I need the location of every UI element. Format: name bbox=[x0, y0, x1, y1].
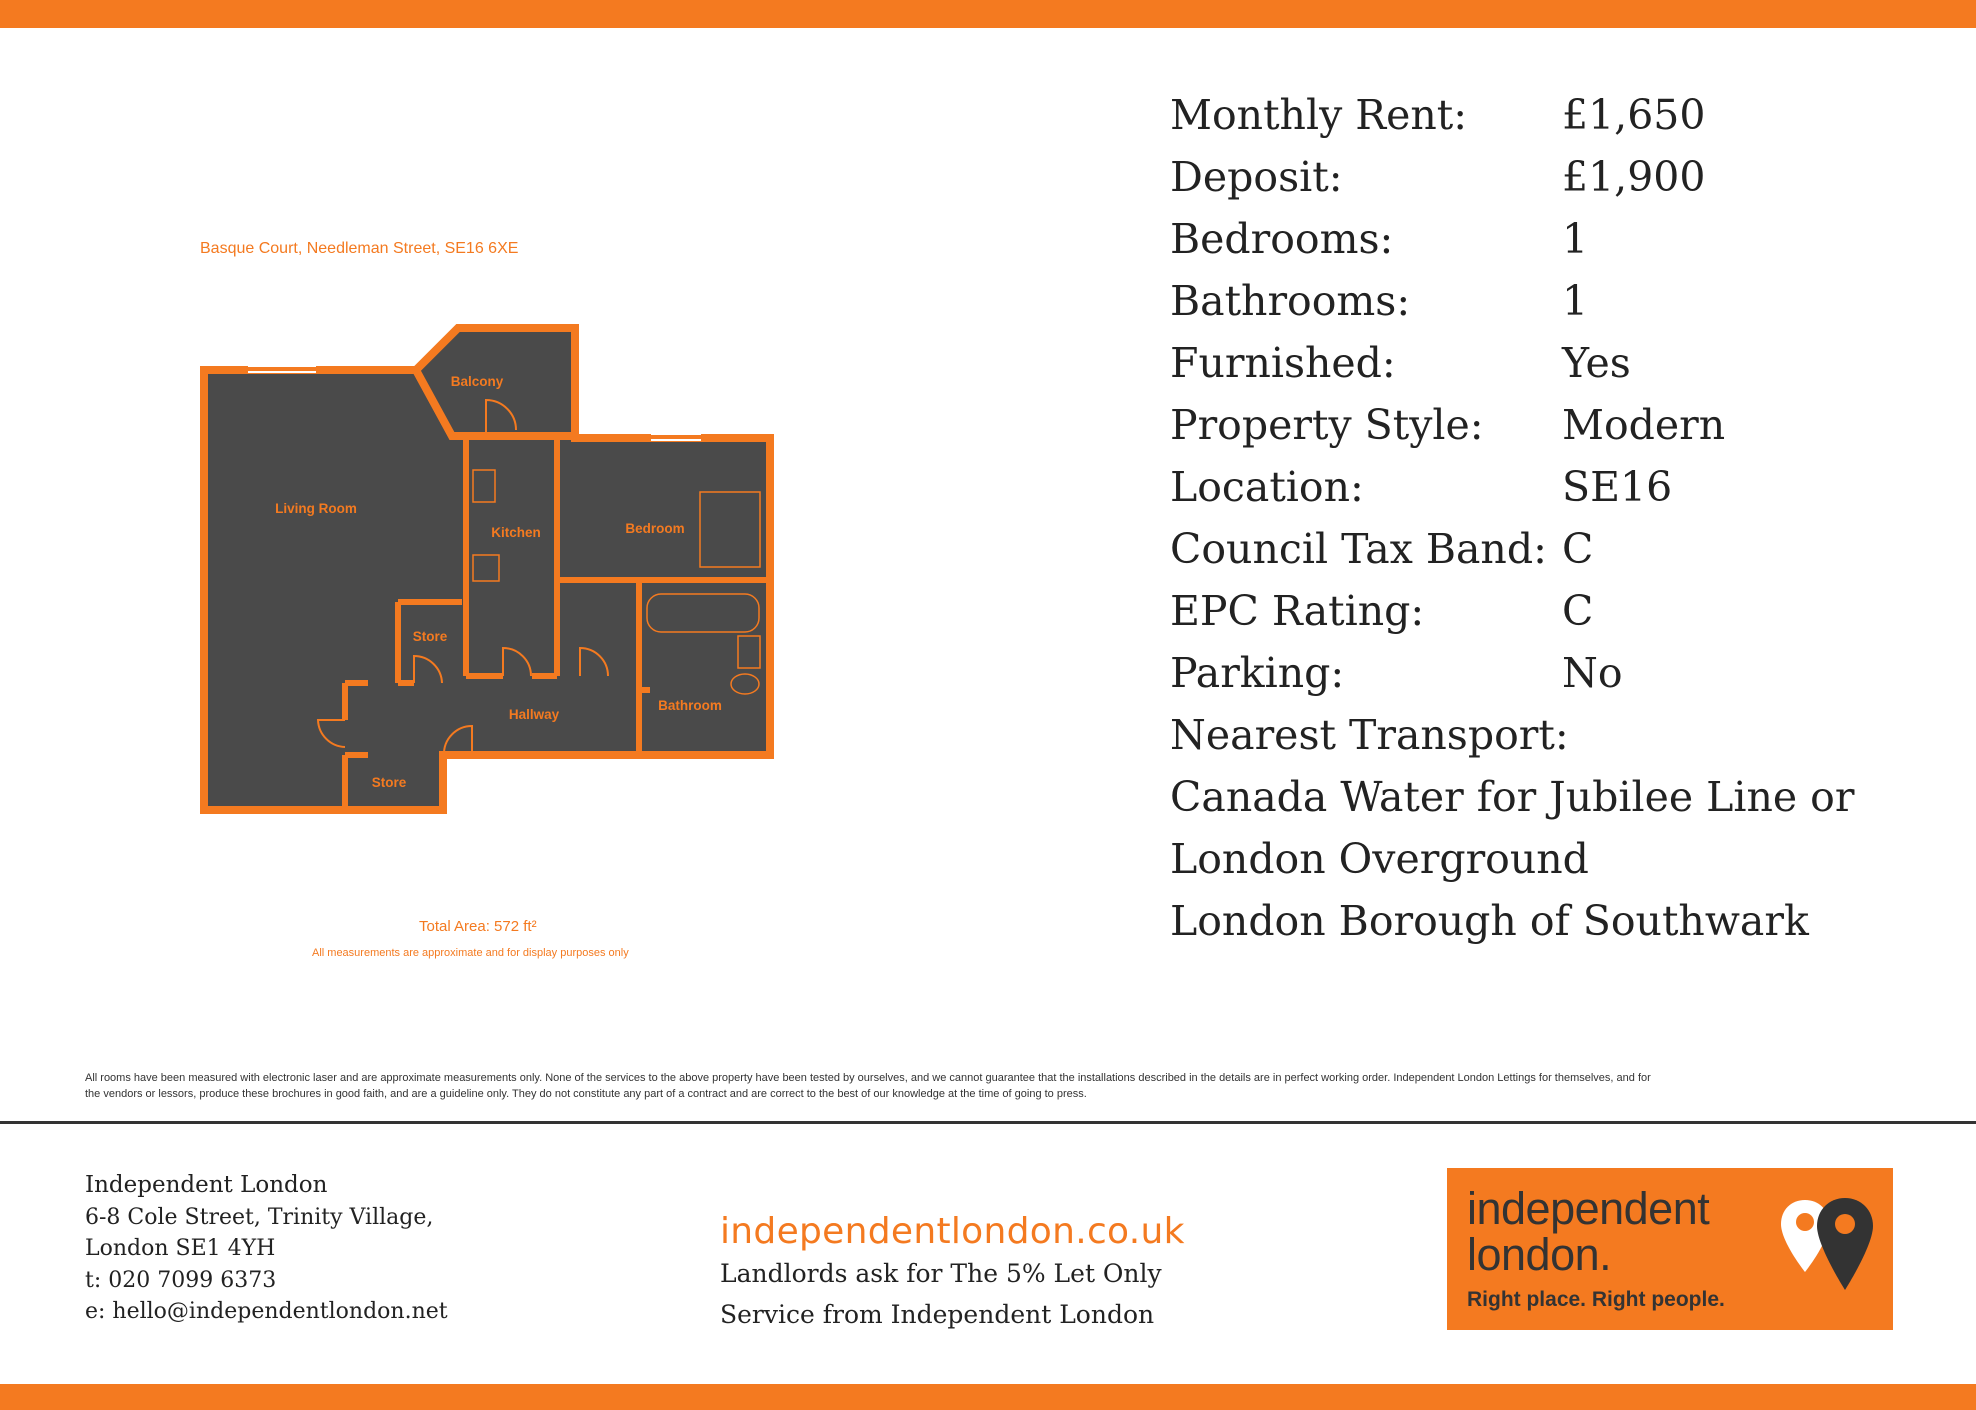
detail-value: 1 bbox=[1562, 277, 1589, 325]
brand-logo bbox=[1447, 1168, 1893, 1330]
room-label-bedroom: Bedroom bbox=[625, 521, 685, 536]
detail-value: £1,900 bbox=[1562, 153, 1706, 201]
detail-label: Furnished: bbox=[1170, 339, 1396, 387]
room-label-balcony: Balcony bbox=[450, 374, 504, 389]
detail-label: Council Tax Band: bbox=[1170, 525, 1547, 573]
agent-address-line: London SE1 4YH bbox=[85, 1236, 276, 1261]
detail-row-bedrooms bbox=[1170, 208, 1950, 270]
transport-heading: Nearest Transport: bbox=[1170, 711, 1569, 759]
detail-value: SE16 bbox=[1562, 463, 1673, 511]
promo-line: Landlords ask for The 5% Let Only bbox=[720, 1259, 1162, 1288]
total-area: Total Area: 572 ft² bbox=[419, 918, 537, 935]
detail-row-bathrooms bbox=[1170, 270, 1950, 332]
website-link[interactable]: independentlondon.co.uk bbox=[720, 1211, 1185, 1252]
detail-value: Modern bbox=[1562, 401, 1726, 449]
legal-disclaimer bbox=[85, 1070, 1895, 1102]
room-label-store-2: Store bbox=[371, 775, 407, 790]
footer-divider bbox=[0, 1121, 1976, 1124]
agent-contact bbox=[85, 1170, 448, 1328]
detail-row-epc bbox=[1170, 580, 1950, 642]
top-accent-bar bbox=[0, 0, 1976, 28]
property-address: Basque Court, Needleman Street, SE16 6XE bbox=[200, 240, 519, 257]
detail-value: £1,650 bbox=[1562, 91, 1706, 139]
detail-row-style bbox=[1170, 394, 1950, 456]
bottom-accent-bar bbox=[0, 1384, 1976, 1410]
room-label-kitchen: Kitchen bbox=[491, 525, 541, 540]
property-details bbox=[1170, 84, 1950, 952]
detail-row-deposit bbox=[1170, 146, 1950, 208]
detail-value: No bbox=[1562, 649, 1623, 697]
detail-value: C bbox=[1562, 525, 1594, 573]
detail-row-rent bbox=[1170, 84, 1950, 146]
disclaimer-line: the vendors or lessors, produce these brochures in good faith, and are a guideline only. They do not constitute any part of a contract and are correct to the best of our knowledge at the time of going to press. bbox=[85, 1088, 1087, 1100]
detail-label: Bathrooms: bbox=[1170, 277, 1411, 325]
detail-label: Parking: bbox=[1170, 649, 1345, 697]
detail-row-council-tax bbox=[1170, 518, 1950, 580]
agent-email[interactable]: e: hello@independentlondon.net bbox=[85, 1299, 448, 1324]
room-label-living-room: Living Room bbox=[275, 501, 357, 516]
detail-label: Bedrooms: bbox=[1170, 215, 1394, 263]
agent-promo bbox=[720, 1211, 1185, 1334]
room-label-bathroom: Bathroom bbox=[658, 698, 722, 713]
detail-row-parking bbox=[1170, 642, 1950, 704]
logo-word: london. bbox=[1467, 1229, 1612, 1280]
detail-row-location bbox=[1170, 456, 1950, 518]
detail-value: 1 bbox=[1562, 215, 1589, 263]
agent-name: Independent London bbox=[85, 1172, 328, 1198]
location-pin-icon bbox=[1779, 1194, 1875, 1294]
detail-value: Yes bbox=[1562, 339, 1631, 387]
measurement-note: All measurements are approximate and for display purposes only bbox=[312, 947, 629, 959]
transport-line: London Borough of Southwark bbox=[1170, 897, 1809, 945]
room-label-store: Store bbox=[412, 629, 448, 644]
detail-label: EPC Rating: bbox=[1170, 587, 1425, 635]
detail-label: Location: bbox=[1170, 463, 1364, 511]
logo-word: independent bbox=[1467, 1183, 1710, 1234]
transport-line: Canada Water for Jubilee Line or bbox=[1170, 773, 1855, 821]
agent-phone[interactable]: t: 020 7099 6373 bbox=[85, 1267, 277, 1293]
logo-tagline: Right place. Right people. bbox=[1467, 1288, 1725, 1311]
room-label-hallway: Hallway bbox=[508, 707, 560, 722]
detail-label: Monthly Rent: bbox=[1170, 91, 1468, 139]
detail-value: C bbox=[1562, 587, 1594, 635]
detail-label: Property Style: bbox=[1170, 401, 1484, 449]
detail-label: Deposit: bbox=[1170, 153, 1343, 201]
agent-address-line: 6-8 Cole Street, Trinity Village, bbox=[85, 1204, 434, 1230]
promo-line: Service from Independent London bbox=[720, 1300, 1155, 1329]
disclaimer-line: All rooms have been measured with electronic laser and are approximate measurements only. None of the services to the above property have been tested by ourselves, and we cannot guarantee that the installations described in the details are in perfect working order. Independent London Lettings for themselves, and for bbox=[85, 1072, 1651, 1084]
transport-line: London Overground bbox=[1170, 835, 1589, 883]
detail-row-furnished bbox=[1170, 332, 1950, 394]
floorplan bbox=[190, 310, 790, 830]
